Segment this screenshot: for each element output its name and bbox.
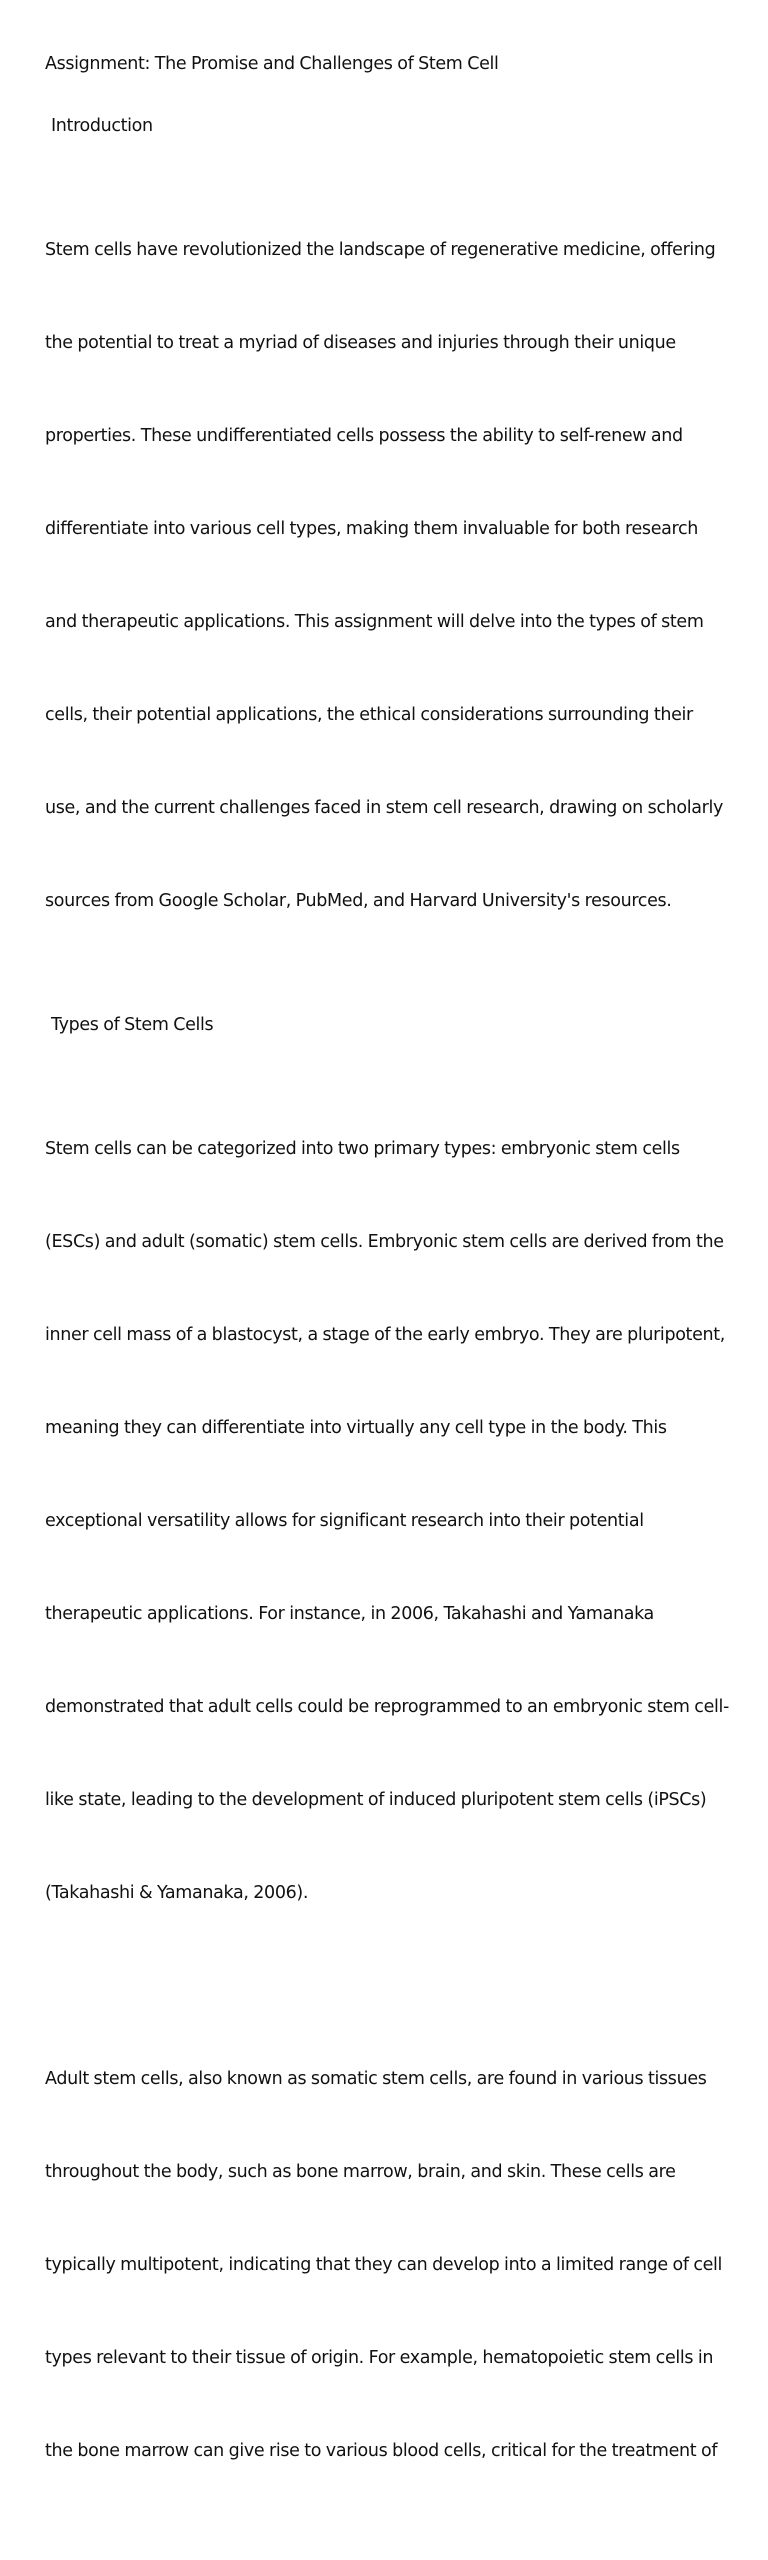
text-line: therapeutic applications. For instance, in 2006, Takahashi and Yamanaka xyxy=(45,1604,654,1624)
text-line: Adult stem cells, also known as somatic stem cells, are found in various tissues xyxy=(45,2069,707,2089)
text-line: throughout the body, such as bone marrow, brain, and skin. These cells are xyxy=(45,2162,676,2182)
text-line: the potential to treat a myriad of diseases and injuries through their unique xyxy=(45,333,676,353)
text-line: (ESCs) and adult (somatic) stem cells. Embryonic stem cells are derived from the xyxy=(45,1232,724,1252)
text-line: (Takahashi & Yamanaka, 2006). xyxy=(45,1883,309,1903)
text-line: like state, leading to the development of induced pluripotent stem cells (iPSCs) xyxy=(45,1790,707,1810)
paragraph-adult-stem-cells xyxy=(45,2002,735,2529)
text-line: meaning they can differentiate into virtually any cell type in the body. This xyxy=(45,1418,667,1438)
paragraph-introduction xyxy=(45,173,735,979)
text-line: typically multipotent, indicating that they can develop into a limited range of cell xyxy=(45,2255,723,2275)
text-line: demonstrated that adult cells could be reprogrammed to an embryonic stem cell- xyxy=(45,1697,729,1717)
text-line: Stem cells can be categorized into two primary types: embryonic stem cells xyxy=(45,1139,680,1159)
text-line: and therapeutic applications. This assignment will delve into the types of stem xyxy=(45,612,704,632)
paragraph-embryonic-stem-cells xyxy=(45,1072,735,1971)
text-line: sources from Google Scholar, PubMed, and Harvard University's resources. xyxy=(45,891,672,911)
text-line: cells, their potential applications, the ethical considerations surrounding their xyxy=(45,705,693,725)
text-line: types relevant to their tissue of origin. For example, hematopoietic stem cells in xyxy=(45,2348,714,2368)
text-line: the bone marrow can give rise to various blood cells, critical for the treatment of xyxy=(45,2441,718,2461)
text-line: use, and the current challenges faced in stem cell research, drawing on scholarly xyxy=(45,798,723,818)
text-line: differentiate into various cell types, making them invaluable for both research xyxy=(45,519,698,539)
text-line: properties. These undifferentiated cells possess the ability to self-renew and xyxy=(45,426,683,446)
text-line: Stem cells have revolutionized the landscape of regenerative medicine, offering xyxy=(45,240,716,260)
document-page xyxy=(45,49,735,2560)
section-heading-introduction: Introduction xyxy=(51,116,153,136)
document-title: Assignment: The Promise and Challenges of Stem Cell xyxy=(45,54,499,74)
section-heading-types-of-stem-cells: Types of Stem Cells xyxy=(51,1015,214,1035)
text-line: inner cell mass of a blastocyst, a stage of the early embryo. They are pluripotent, xyxy=(45,1325,725,1345)
text-line: exceptional versatility allows for significant research into their potential xyxy=(45,1511,644,1531)
